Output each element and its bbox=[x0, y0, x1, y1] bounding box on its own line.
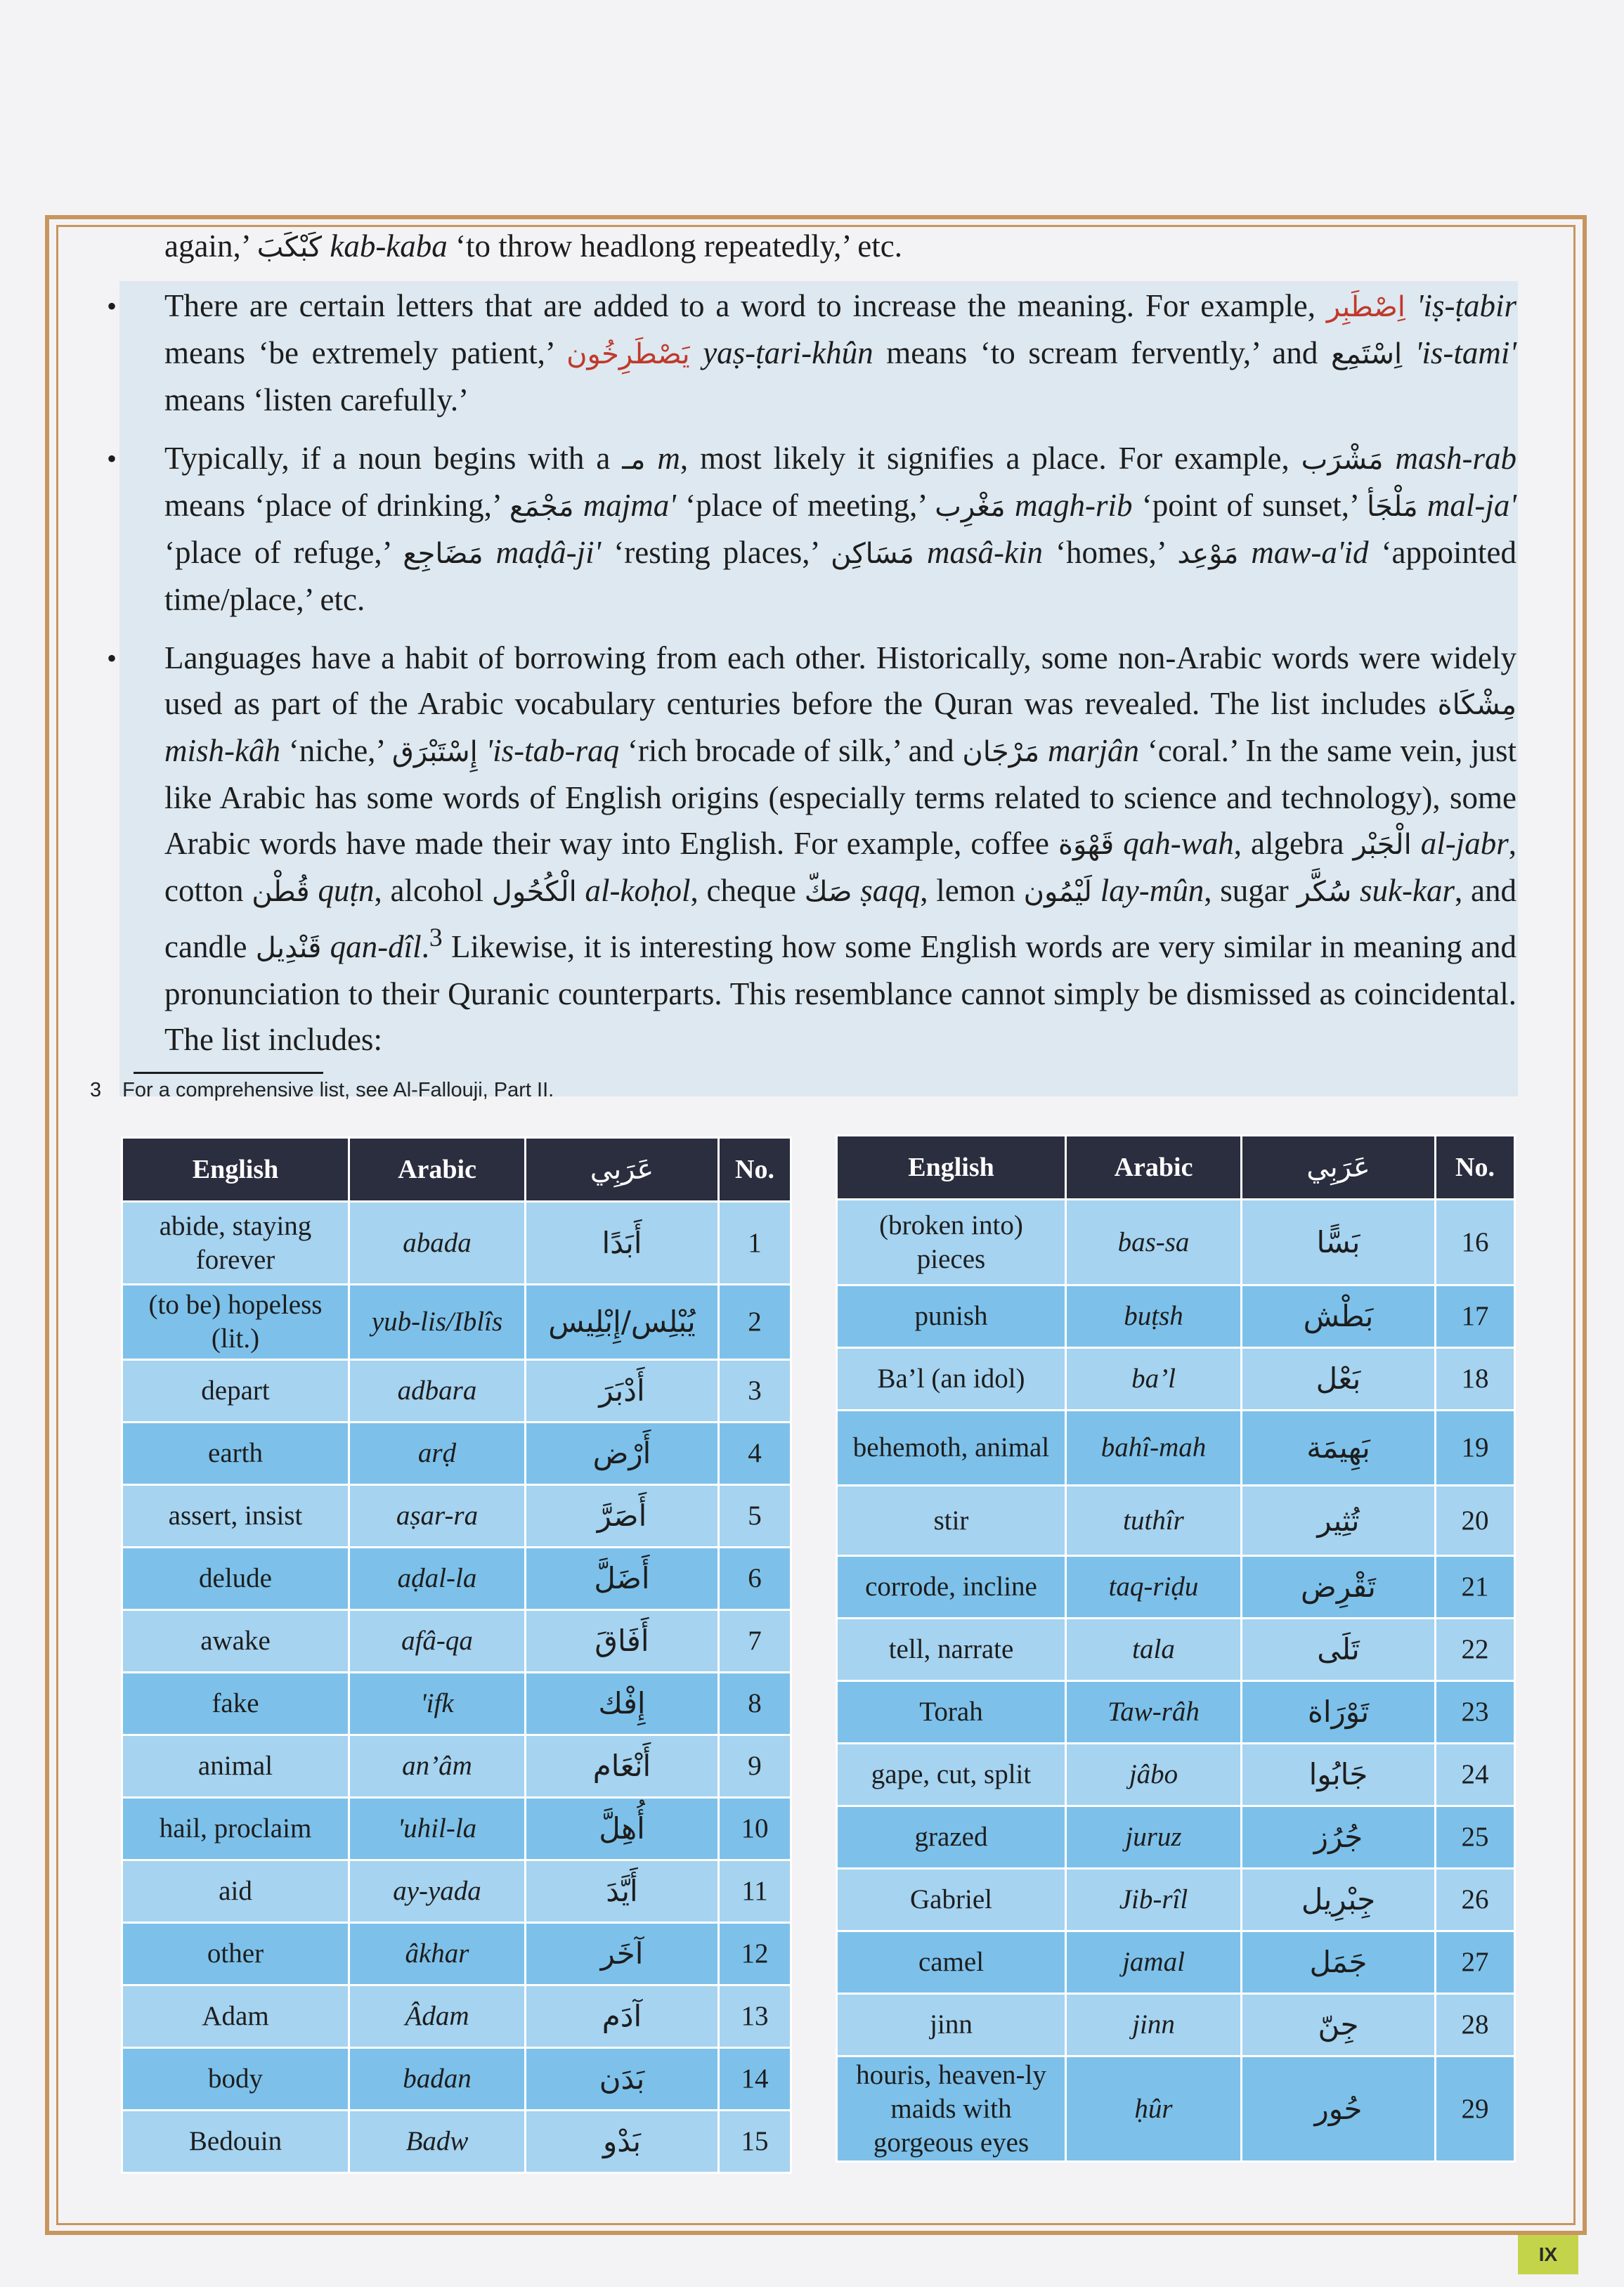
cell-english: Gabriel bbox=[837, 1869, 1066, 1931]
table-row bbox=[837, 1348, 1515, 1411]
header-english: English bbox=[122, 1138, 349, 1202]
cell-transliteration: afâ-qa bbox=[349, 1610, 526, 1673]
cell-number: 15 bbox=[719, 2111, 791, 2173]
footnote-ref[interactable]: 3 bbox=[429, 924, 443, 952]
cell-arabic: جُرُز bbox=[1242, 1806, 1436, 1869]
table-row bbox=[837, 1681, 1515, 1744]
cell-number: 19 bbox=[1436, 1411, 1515, 1486]
cell-transliteration: âkhar bbox=[349, 1923, 526, 1985]
cell-number: 25 bbox=[1436, 1806, 1515, 1869]
cell-arabic: آخَر bbox=[526, 1923, 719, 1985]
cell-transliteration: an’âm bbox=[349, 1735, 526, 1798]
cell-arabic: جِبْرِيل bbox=[1242, 1869, 1436, 1931]
cell-arabic: بَهِيمَة bbox=[1242, 1411, 1436, 1486]
cell-transliteration: Taw-râh bbox=[1066, 1681, 1242, 1744]
cell-transliteration: abada bbox=[349, 1202, 526, 1285]
cell-number: 9 bbox=[719, 1735, 791, 1798]
cell-english: earth bbox=[122, 1423, 349, 1485]
arabic-word: اِسْتَمِع bbox=[1331, 338, 1403, 370]
cell-number: 7 bbox=[719, 1610, 791, 1673]
cell-number: 4 bbox=[719, 1423, 791, 1485]
table-row bbox=[837, 1869, 1515, 1931]
cell-english: assert, insist bbox=[122, 1485, 349, 1548]
cell-english: houris, heaven-ly maids with gorgeous eyes bbox=[837, 2056, 1066, 2162]
table-row bbox=[122, 1798, 791, 1860]
cell-arabic: تُثِير bbox=[1242, 1486, 1436, 1556]
cell-transliteration: bahî-mah bbox=[1066, 1411, 1242, 1486]
table-row bbox=[837, 1744, 1515, 1806]
cell-arabic: بَدْو bbox=[526, 2111, 719, 2173]
cell-number: 26 bbox=[1436, 1869, 1515, 1931]
header-english: English bbox=[837, 1136, 1066, 1200]
page-number: IX bbox=[1518, 2235, 1578, 2274]
vocab-table-right bbox=[836, 1134, 1516, 2163]
cell-arabic: جَابُوا bbox=[1242, 1744, 1436, 1806]
cell-arabic: حُور bbox=[1242, 2056, 1436, 2162]
bullet-icon: • bbox=[107, 642, 117, 674]
cell-number: 28 bbox=[1436, 1994, 1515, 2056]
cell-english: hail, proclaim bbox=[122, 1798, 349, 1860]
cell-transliteration: ay-yada bbox=[349, 1860, 526, 1923]
cell-number: 14 bbox=[719, 2048, 791, 2111]
cell-transliteration: jamal bbox=[1066, 1931, 1242, 1994]
cell-transliteration: badan bbox=[349, 2048, 526, 2111]
cell-arabic: بَدَن bbox=[526, 2048, 719, 2111]
cell-number: 27 bbox=[1436, 1931, 1515, 1994]
bullet-paragraph-3: • Languages have a habit of borrowing from each other. Historically, some non-Arabic words were widely used as part of the Arabic vocabulary centuries before the Quran was revealed. The list includes مِشْكَاة mish-kâh ‘niche,’ إِسْتَبْرَق 'is-tab-raq ‘rich brocade of silk,’ and مَرْجَان marjân ‘coral.’ In the same vein, just like Arabic has some words of English origins (especially terms related to science and technology), some Arabic words have made their way into English. For example, coffee قَهْوَة qah-wah, algebra الْجَبْر al-jabr, cotton قُطْن quṭn, alcohol الْكُحُول al-koḥol, cheque صَكّ ṣaqq, lemon لَيْمُون lay-mûn, sugar سُكَّر suk-kar, and candle قَنْدِيل qan-dîl.$^3$ Likewise, it is interesting how some English words are very similar in meaning and pronunciation to their Quranic counterparts. This resemblance cannot simply be dismissed as coincidental. The list includes: bbox=[105, 635, 1516, 1063]
cell-english: aid bbox=[122, 1860, 349, 1923]
cell-number: 11 bbox=[719, 1860, 791, 1923]
cell-number: 10 bbox=[719, 1798, 791, 1860]
cell-transliteration: ba’l bbox=[1066, 1348, 1242, 1411]
cell-english: abide, staying forever bbox=[122, 1202, 349, 1285]
cell-transliteration: tala bbox=[1066, 1619, 1242, 1681]
cell-arabic: تَلَى bbox=[1242, 1619, 1436, 1681]
table-row bbox=[122, 1285, 791, 1360]
cell-arabic: أَنْعَام bbox=[526, 1735, 719, 1798]
cell-english: grazed bbox=[837, 1806, 1066, 1869]
table-row bbox=[122, 1202, 791, 1285]
cell-number: 18 bbox=[1436, 1348, 1515, 1411]
cell-transliteration: taq-riḍu bbox=[1066, 1556, 1242, 1619]
cell-transliteration: aḍal-la bbox=[349, 1548, 526, 1610]
cell-english: (broken into) pieces bbox=[837, 1200, 1066, 1285]
cell-transliteration: arḍ bbox=[349, 1423, 526, 1485]
arabic-word: اِصْطَبِر bbox=[1326, 291, 1405, 323]
cell-number: 23 bbox=[1436, 1681, 1515, 1744]
table-row bbox=[122, 1548, 791, 1610]
cell-number: 17 bbox=[1436, 1285, 1515, 1348]
cell-number: 3 bbox=[719, 1360, 791, 1423]
table-row bbox=[122, 1610, 791, 1673]
cell-arabic: أَرْض bbox=[526, 1423, 719, 1485]
footnote-number: 3 bbox=[90, 1079, 102, 1101]
cell-english: tell, narrate bbox=[837, 1619, 1066, 1681]
cell-english: behemoth, animal bbox=[837, 1411, 1066, 1486]
cell-arabic: أُهِلَّ bbox=[526, 1798, 719, 1860]
arabic-word: كَبْكَبَ bbox=[256, 231, 323, 264]
table-row bbox=[122, 2111, 791, 2173]
cell-english: animal bbox=[122, 1735, 349, 1798]
cell-transliteration: 'ifk bbox=[349, 1673, 526, 1735]
table-row bbox=[837, 1200, 1515, 1285]
transliteration: kab-kaba bbox=[330, 228, 448, 264]
cell-english: punish bbox=[837, 1285, 1066, 1348]
cell-english: body bbox=[122, 2048, 349, 2111]
cell-transliteration: buṭsh bbox=[1066, 1285, 1242, 1348]
cell-arabic: إِفْك bbox=[526, 1673, 719, 1735]
footnote bbox=[90, 1079, 554, 1102]
cell-english: corrode, incline bbox=[837, 1556, 1066, 1619]
header-number: No. bbox=[1436, 1136, 1515, 1200]
bullet-icon: • bbox=[107, 443, 117, 474]
cell-english: depart bbox=[122, 1360, 349, 1423]
cell-number: 12 bbox=[719, 1923, 791, 1985]
footnote-text: For a comprehensive list, see Al-Fallouji, Part II. bbox=[122, 1079, 554, 1101]
cell-arabic: جِنّ bbox=[1242, 1994, 1436, 2056]
header-arabic-translit: Arabic bbox=[1066, 1136, 1242, 1200]
cell-arabic: تَقْرِض bbox=[1242, 1556, 1436, 1619]
table-row bbox=[122, 1985, 791, 2048]
cell-transliteration: yub-lis/Iblîs bbox=[349, 1285, 526, 1360]
cell-english: camel bbox=[837, 1931, 1066, 1994]
cell-transliteration: adbara bbox=[349, 1360, 526, 1423]
table-row bbox=[837, 1619, 1515, 1681]
table-row bbox=[122, 1360, 791, 1423]
cell-english: jinn bbox=[837, 1994, 1066, 2056]
cell-number: 8 bbox=[719, 1673, 791, 1735]
table-row bbox=[122, 1735, 791, 1798]
cell-arabic: أَيَّدَ bbox=[526, 1860, 719, 1923]
table-row bbox=[837, 1486, 1515, 1556]
cell-transliteration: 'uhil-la bbox=[349, 1798, 526, 1860]
cell-arabic: بَعْل bbox=[1242, 1348, 1436, 1411]
table-row bbox=[122, 2048, 791, 2111]
cell-arabic: أَفَاقَ bbox=[526, 1610, 719, 1673]
cell-number: 29 bbox=[1436, 2056, 1515, 2162]
cell-english: awake bbox=[122, 1610, 349, 1673]
cell-english: fake bbox=[122, 1673, 349, 1735]
cell-arabic: تَوْرَاة bbox=[1242, 1681, 1436, 1744]
bullet-paragraph-1: • There are certain letters that are added to a word to increase the meaning. For example, اِصْطَبِر 'iṣ-ṭabir means ‘be extremely patient,’ يَصْطَرِخُون yaṣ-ṭari-khûn means ‘to scream fervently,’ and اِسْتَمِع 'is-tami' means ‘listen carefully.’ bbox=[105, 283, 1516, 423]
cell-english: gape, cut, split bbox=[837, 1744, 1066, 1806]
arabic-word: يَصْطَرِخُون bbox=[566, 338, 690, 370]
table-row bbox=[837, 1556, 1515, 1619]
cell-english: Adam bbox=[122, 1985, 349, 2048]
table-row bbox=[122, 1673, 791, 1735]
cell-number: 24 bbox=[1436, 1744, 1515, 1806]
table-row bbox=[122, 1423, 791, 1485]
cell-english: Bedouin bbox=[122, 2111, 349, 2173]
cell-transliteration: tuthîr bbox=[1066, 1486, 1242, 1556]
cell-english: Ba’l (an idol) bbox=[837, 1348, 1066, 1411]
table-row bbox=[837, 1994, 1515, 2056]
cell-arabic: أَصَرَّ bbox=[526, 1485, 719, 1548]
cell-transliteration: bas-sa bbox=[1066, 1200, 1242, 1285]
table-row bbox=[122, 1485, 791, 1548]
cell-english: other bbox=[122, 1923, 349, 1985]
cell-arabic: أَبَدًا bbox=[526, 1202, 719, 1285]
cell-transliteration: ḥûr bbox=[1066, 2056, 1242, 2162]
cell-english: Torah bbox=[837, 1681, 1066, 1744]
vocab-table-left bbox=[121, 1136, 792, 2174]
cell-arabic: أَدْبَرَ bbox=[526, 1360, 719, 1423]
cell-transliteration: jinn bbox=[1066, 1994, 1242, 2056]
cell-arabic: جَمَل bbox=[1242, 1931, 1436, 1994]
cell-transliteration: juruz bbox=[1066, 1806, 1242, 1869]
cell-arabic: آدَم bbox=[526, 1985, 719, 2048]
cell-number: 20 bbox=[1436, 1486, 1515, 1556]
table-row bbox=[122, 1860, 791, 1923]
cell-number: 5 bbox=[719, 1485, 791, 1548]
cell-english: stir bbox=[837, 1486, 1066, 1556]
cell-transliteration: Badw bbox=[349, 2111, 526, 2173]
cell-arabic: يُبْلِس/إِبْلِيس bbox=[526, 1285, 719, 1360]
table-row bbox=[837, 1806, 1515, 1869]
cell-english: delude bbox=[122, 1548, 349, 1610]
header-arabic-translit: Arabic bbox=[349, 1138, 526, 1202]
cell-arabic: أَضَلَّ bbox=[526, 1548, 719, 1610]
cell-number: 1 bbox=[719, 1202, 791, 1285]
cell-number: 2 bbox=[719, 1285, 791, 1360]
table-row bbox=[837, 1931, 1515, 1994]
header-number: No. bbox=[719, 1138, 791, 1202]
cell-transliteration: aṣar-ra bbox=[349, 1485, 526, 1548]
cell-number: 22 bbox=[1436, 1619, 1515, 1681]
bullet-paragraph-2: • Typically, if a noun begins with a مـ m, most likely it signifies a place. For example, مَشْرَب mash-rab means ‘place of drinking,’ مَجْمَع majma' ‘place of meeting,’ مَغْرِب magh-rib ‘point of sunset,’ مَلْجَأ mal-ja' ‘place of refuge,’ مَضَاجِع maḍâ-ji' ‘resting places,’ مَسَاكِن masâ-kin ‘homes,’ مَوْعِد maw-a'id ‘appointed time/place,’ etc. bbox=[105, 436, 1516, 623]
cell-number: 21 bbox=[1436, 1556, 1515, 1619]
table-row bbox=[837, 2056, 1515, 2162]
cell-number: 6 bbox=[719, 1548, 791, 1610]
cell-english: (to be) hopeless (lit.) bbox=[122, 1285, 349, 1360]
body-text bbox=[105, 223, 1516, 1075]
table-row bbox=[122, 1923, 791, 1985]
cell-transliteration: Âdam bbox=[349, 1985, 526, 2048]
cell-arabic: بَطْش bbox=[1242, 1285, 1436, 1348]
header-arabic: عَرَبِي bbox=[1242, 1136, 1436, 1200]
cell-number: 13 bbox=[719, 1985, 791, 2048]
paragraph-continuation: again,’ كَبْكَبَ kab-kaba ‘to throw headlong repeatedly,’ etc. bbox=[164, 228, 903, 264]
table-header-row bbox=[837, 1136, 1515, 1200]
cell-number: 16 bbox=[1436, 1200, 1515, 1285]
cell-arabic: بَسًّا bbox=[1242, 1200, 1436, 1285]
table-header-row bbox=[122, 1138, 791, 1202]
cell-transliteration: Jib-rîl bbox=[1066, 1869, 1242, 1931]
table-row bbox=[837, 1285, 1515, 1348]
bullet-icon: • bbox=[107, 290, 117, 322]
table-row bbox=[837, 1411, 1515, 1486]
header-arabic: عَرَبِي bbox=[526, 1138, 719, 1202]
footnote-rule bbox=[134, 1072, 323, 1074]
cell-transliteration: jâbo bbox=[1066, 1744, 1242, 1806]
